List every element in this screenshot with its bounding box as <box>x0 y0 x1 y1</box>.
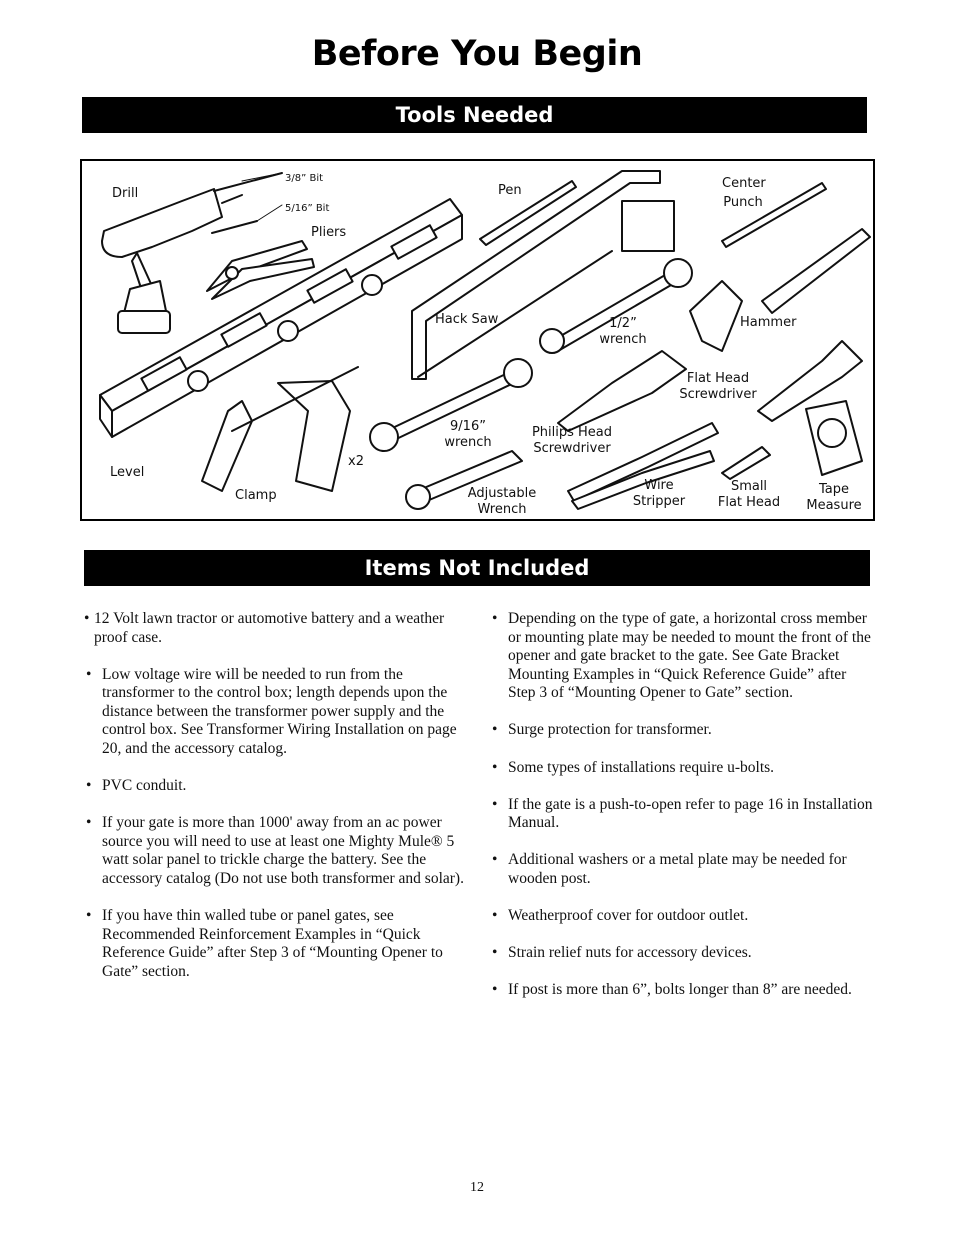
center-punch-icon <box>722 183 826 247</box>
philips-screwdriver-icon <box>558 351 686 431</box>
wrench-916-label-2: wrench <box>444 435 492 450</box>
clamp-label: Clamp <box>235 488 277 503</box>
tape-label-1: Tape <box>818 482 849 497</box>
center-punch-label-2: Punch <box>723 195 763 210</box>
clamp-quantity-label: x2 <box>348 454 364 469</box>
hammer-label: Hammer <box>740 315 797 330</box>
list-item: • Weatherproof cover for outdoor outlet. <box>492 907 749 925</box>
small-flat-label-1: Small <box>730 479 768 494</box>
pliers-label: Pliers <box>311 225 347 240</box>
flat-head-label-2: Screwdriver <box>679 387 757 402</box>
list-item: • If post is more than 6”, bolts longer than 8” are needed. <box>492 981 852 999</box>
list-item: • Some types of installations require u-bolts. <box>492 758 775 776</box>
items-right-column <box>490 610 875 1018</box>
list-item: • Additional washers or a metal plate may be needed for wooden post. <box>492 851 847 887</box>
list-item: • If the gate is a push-to-open refer to page 16 in Installation Manual. <box>492 795 873 832</box>
adjustable-label-1: Adjustable <box>467 486 537 501</box>
level-label: Level <box>110 465 145 480</box>
tape-label-2: Measure <box>806 498 862 513</box>
list-item: • PVC conduit. <box>86 777 187 795</box>
philips-label-1: Philips Head <box>531 425 613 440</box>
adjustable-label-2: Wrench <box>477 502 527 517</box>
list-item: • If your gate is more than 1000' away from an ac power source you will need to use at least one Mighty Mule® 5 watt solar panel to trickle charge the battery. See the accessory catalog (Do not use both transformer and solar). <box>86 814 464 888</box>
half-wrench-label-1: 1/2” <box>609 316 637 331</box>
bit-516-label: 5/16” Bit <box>285 203 330 214</box>
tape-measure-icon <box>806 401 862 475</box>
list-item: • 12 Volt lawn tractor or automotive battery and a weather proof case. <box>84 610 445 646</box>
page-number: 12 <box>470 1180 484 1195</box>
page-title: Before You Begin <box>311 34 643 74</box>
tools-needed-heading: Tools Needed <box>82 97 867 133</box>
hammer-icon <box>690 229 870 351</box>
list-item: • Depending on the type of gate, a horizontal cross member or mounting plate may be needed to mount the front of the opener and gate bracket to the gate. See Gate Bracket Mounting Examples in “Quick Reference Guide” after Step 3 of “Mounting Opener to Gate” section. <box>492 610 871 702</box>
pen-icon <box>480 181 576 245</box>
list-item: • Surge protection for transformer. <box>492 721 712 739</box>
small-flat-head-icon <box>722 447 770 479</box>
philips-label-2: Screwdriver <box>533 441 611 456</box>
half-wrench-label-2: wrench <box>599 332 647 347</box>
tools-illustration <box>80 159 875 521</box>
bit-38-label: 3/8” Bit <box>285 173 324 184</box>
items-left-column <box>84 610 469 1000</box>
list-item: • If you have thin walled tube or panel gates, see Recommended Reinforcement Examples in “Quick Reference Guide” after Step 3 of “Mounting Opener to Gate” section. <box>86 907 443 980</box>
clamp-icon <box>202 367 358 491</box>
drill-label: Drill <box>112 186 139 201</box>
hack-saw-label: Hack Saw <box>435 312 499 327</box>
list-item: • Low voltage wire will be needed to run from the transformer to the control box; length depends upon the distance between the transformer power supply and the control box. See Transformer Wiring Installation on page 20, and the accessory catalog. <box>86 665 457 758</box>
center-punch-label-1: Center <box>722 176 766 191</box>
wrench-916-label-1: 9/16” <box>450 419 486 434</box>
items-not-included-heading: Items Not Included <box>84 550 870 586</box>
wire-stripper-label-2: Stripper <box>632 494 686 509</box>
wire-stripper-label-1: Wire <box>644 478 674 493</box>
tools-drawing <box>82 161 873 519</box>
pen-label: Pen <box>498 183 522 198</box>
list-item: • Strain relief nuts for accessory devices. <box>492 944 752 962</box>
flat-head-label-1: Flat Head <box>686 371 750 386</box>
small-flat-label-2: Flat Head <box>717 495 781 510</box>
